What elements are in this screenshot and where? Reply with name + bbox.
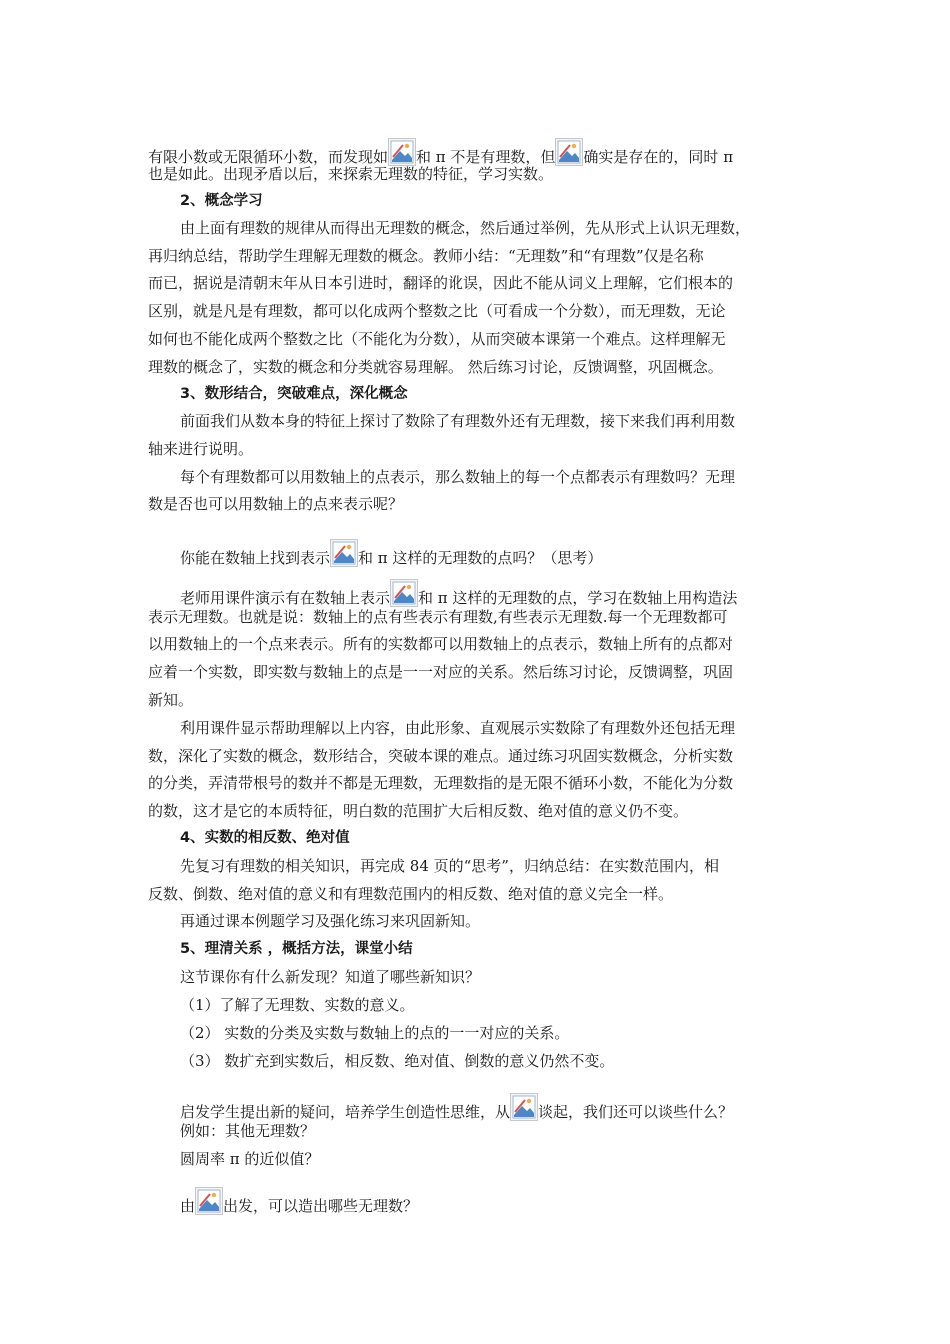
text-segment: 圆周率 π 的近似值？ — [180, 1150, 320, 1168]
text-segment: 理数的概念了，实数的概念和分类就容易理解。 然后练习讨论，反馈调整，巩固概念。 — [148, 358, 723, 376]
text-line — [148, 801, 688, 823]
text-line — [148, 273, 733, 295]
text-segment: 前面我们从数本身的特征上探讨了数除了有理数外还有无理数，接下来我们再利用数 — [180, 412, 736, 430]
text-segment: 反数、倒数、绝对值的意义和有理数范围内的相反数、绝对值的意义完全一样。 — [148, 885, 674, 903]
broken-image-icon — [510, 1093, 538, 1121]
text-segment: 启发学生提出新的疑问，培养学生创造性思维，从 — [180, 1103, 511, 1121]
text-segment: 和 π 这样的无理数的点吗？（思考） — [358, 549, 603, 567]
text-line — [180, 1023, 569, 1045]
text-segment: 老师用课件演示有在数轴上表示 — [180, 589, 391, 607]
text-segment: （2） 实数的分类及实数与数轴上的点的一一对应的关系。 — [180, 1024, 570, 1042]
broken-image-icon — [555, 138, 583, 166]
text-line — [180, 967, 480, 989]
text-line — [180, 467, 735, 489]
text-segment: 谈起，我们还可以谈些什么？ — [538, 1103, 734, 1121]
text-line — [148, 164, 553, 186]
text-segment: 这节课你有什么新发现？知道了哪些新知识？ — [180, 968, 481, 986]
broken-image-icon — [195, 1187, 223, 1215]
text-line — [180, 1121, 315, 1143]
text-segment: 确实是存在的，同时 π — [583, 148, 734, 166]
broken-image-icon — [330, 539, 358, 567]
text-segment: 由 — [180, 1197, 196, 1215]
text-line — [148, 746, 733, 768]
section-heading — [180, 384, 408, 406]
text-segment: 数，深化了实数的概念，数形结合，突破本课的难点。通过练习巩固实数概念，分析实数 — [148, 747, 734, 765]
broken-image-icon — [388, 138, 416, 166]
text-segment: 数是否也可以用数轴上的点来表示呢？ — [148, 495, 404, 513]
text-line — [148, 246, 704, 268]
text-line — [148, 138, 734, 166]
text-line — [180, 1093, 734, 1121]
text-segment: 你能在数轴上找到表示 — [180, 549, 331, 567]
text-segment: 再通过课本例题学习及强化练习来巩固新知。 — [180, 912, 481, 930]
text-line — [180, 579, 738, 607]
text-segment: 的数，这才是它的本质特征，明白数的范围扩大后相反数、绝对值的意义仍不变。 — [148, 802, 689, 820]
text-segment: 的分类，弄清带根号的数并不都是无理数，无理数指的是无限不循环小数，不能化为分数 — [148, 774, 734, 792]
text-segment: 由上面有理数的规律从而得出无理数的概念，然后通过举例，先从形式上认识无理数， — [180, 219, 751, 237]
text-segment: 应着一个实数，即实数与数轴上的点是一一对应的关系。然后练习讨论，反馈调整，巩固 — [148, 663, 734, 681]
text-segment: 也是如此。出现矛盾以后，来探索无理数的特征，学习实数。 — [148, 165, 554, 183]
text-line — [180, 1149, 319, 1171]
text-line — [180, 539, 603, 567]
text-line — [148, 357, 723, 379]
text-line — [180, 218, 750, 240]
text-line — [148, 634, 733, 656]
text-segment: 先复习有理数的相关知识，再完成 84 页的“思考”，归纳总结：在实数范围内，相 — [180, 857, 719, 875]
text-line — [148, 773, 733, 795]
text-segment: 再归纳总结，帮助学生理解无理数的概念。教师小结：“无理数”和“有理数”仅是名称 — [148, 247, 704, 265]
text-line — [148, 690, 193, 712]
text-segment: 3、数形结合，突破难点，深化概念 — [180, 386, 408, 402]
text-line — [180, 1051, 614, 1073]
text-line — [148, 494, 403, 516]
text-segment: 如何也不能化成两个整数之比（不能化为分数），从而突破本课第一个难点。这样理解无 — [148, 330, 726, 348]
text-segment: 5、理清关系 ，概括方法，课堂小结 — [180, 941, 413, 957]
text-line — [148, 329, 726, 351]
text-segment: 新知。 — [148, 691, 194, 709]
broken-image-icon — [390, 579, 418, 607]
text-segment: 2、概念学习 — [180, 193, 263, 209]
text-line — [180, 911, 480, 933]
text-segment: 利用课件显示帮助理解以上内容，由此形象、直观展示实数除了有理数外还包括无理 — [180, 719, 736, 737]
text-segment: 和 π 这样的无理数的点，学习在数轴上用构造法 — [418, 589, 738, 607]
text-segment: 每个有理数都可以用数轴上的点表示，那么数轴上的每一个点都表示有理数吗？无理 — [180, 468, 736, 486]
text-line — [148, 439, 253, 461]
text-segment: 区别，就是凡是有理数，都可以化成两个整数之比（可看成一个分数），而无理数，无论 — [148, 302, 726, 320]
text-segment: 有限小数或无限循环小数，而发现如 — [148, 148, 389, 166]
text-line — [180, 995, 415, 1017]
section-heading — [180, 939, 413, 961]
section-heading — [180, 828, 350, 850]
text-segment: 例如：其他无理数？ — [180, 1122, 316, 1140]
text-segment: 以用数轴上的一个点来表示。所有的实数都可以用数轴上的点表示，数轴上所有的点都对 — [148, 635, 734, 653]
text-segment: 出发，可以造出哪些无理数？ — [223, 1197, 419, 1215]
text-segment: 和 π 不是有理数，但 — [416, 148, 556, 166]
text-segment: 表示无理数。也就是说：数轴上的点有些表示有理数,有些表示无理数.每一个无理数都可 — [148, 608, 728, 626]
text-line — [180, 1187, 419, 1215]
text-line — [148, 662, 733, 684]
text-segment: （1）了解了无理数、实数的意义。 — [180, 996, 415, 1014]
text-segment: 轴来进行说明。 — [148, 440, 254, 458]
text-segment: 而已，据说是清朝末年从日本引进时，翻译的讹误，因此不能从词义上理解，它们根本的 — [148, 274, 734, 292]
text-segment: 4、实数的相反数、绝对值 — [180, 830, 350, 846]
section-heading — [180, 191, 263, 213]
text-line — [148, 884, 673, 906]
text-segment: （3） 数扩充到实数后，相反数、绝对值、倒数的意义仍然不变。 — [180, 1052, 615, 1070]
text-line — [148, 607, 728, 629]
text-line — [180, 718, 735, 740]
text-line — [180, 856, 719, 878]
text-line — [148, 301, 726, 323]
text-line — [180, 411, 735, 433]
